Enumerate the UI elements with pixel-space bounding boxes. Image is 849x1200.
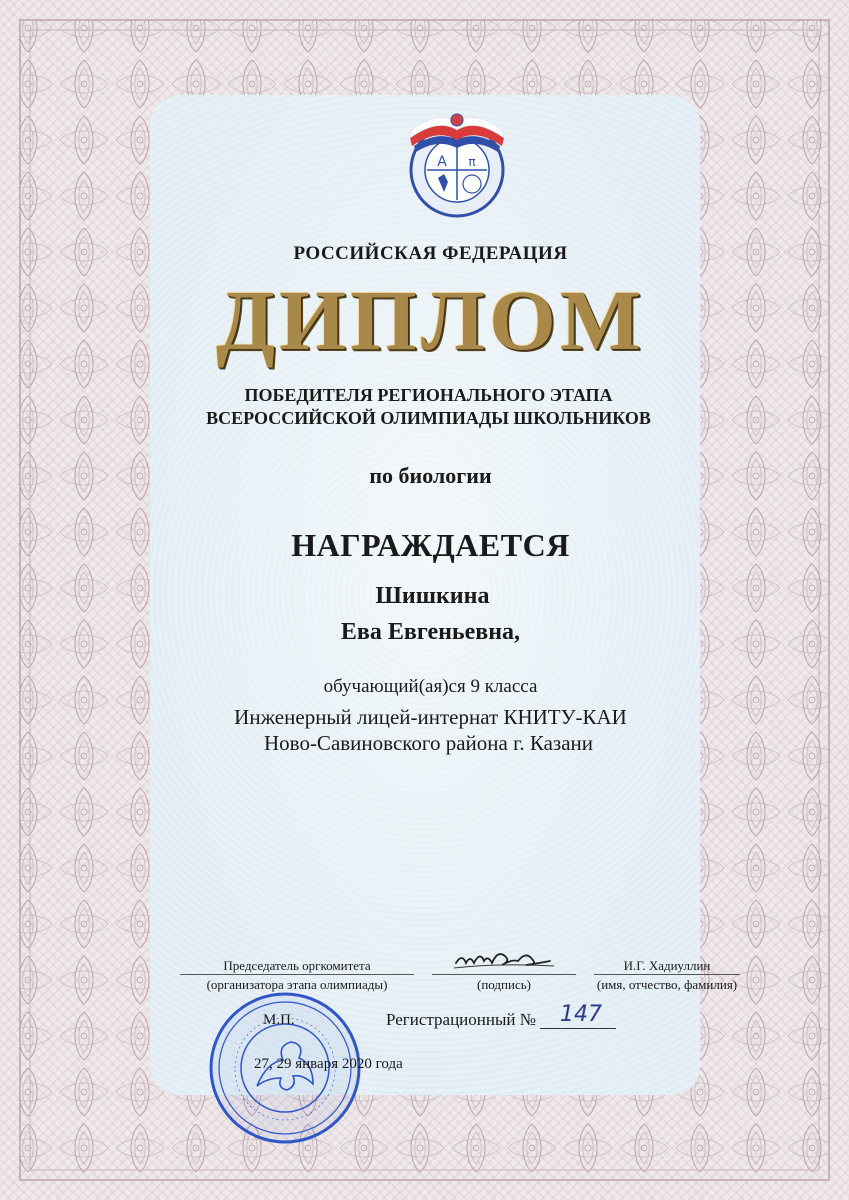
position-line <box>180 974 414 975</box>
awarded-heading: НАГРАЖДАЕТСЯ <box>291 527 570 563</box>
chairman-name: И.Г. Хадиуллин <box>623 958 711 973</box>
subtitle-line-1: ПОБЕДИТЕЛЯ РЕГИОНАЛЬНОГО ЭТАПА <box>244 385 613 405</box>
recipient-given-names: Ева Евгеньевна, <box>340 619 521 645</box>
handwritten-signature <box>450 945 560 973</box>
svg-text:π: π <box>468 155 476 169</box>
svg-text:A: A <box>437 154 447 170</box>
school-line-2: Ново-Савиновского района г. Казани <box>264 731 593 755</box>
recipient-surname: Шишкина <box>375 583 490 609</box>
stamp-place-label: М.П. <box>263 1012 295 1028</box>
olympiad-emblem-icon <box>398 108 516 220</box>
subtitle-line-2: ВСЕРОССИЙСКОЙ ОЛИМПИАДЫ ШКОЛЬНИКОВ <box>206 408 651 428</box>
school-line-1: Инженерный лицей-интернат КНИТУ-КАИ <box>234 705 627 729</box>
name-caption: (имя, отчество, фамилия) <box>596 977 738 992</box>
issue-date: 27, 29 января 2020 года <box>254 1056 403 1072</box>
diploma-title: ДИПЛОМ <box>215 272 646 368</box>
subject-line: по биологии <box>369 463 492 488</box>
signature-line <box>432 974 576 975</box>
class-line: обучающий(ая)ся 9 класса <box>323 676 538 697</box>
country-heading: РОССИЙСКАЯ ФЕДЕРАЦИЯ <box>293 243 568 264</box>
chairman-position: Председатель оргкомитета <box>223 958 371 973</box>
registration-line <box>540 1028 616 1029</box>
registration-number: 147 <box>560 1002 602 1027</box>
registration-label: Регистрационный № <box>386 1010 536 1029</box>
signature-caption: (подпись) <box>477 977 531 992</box>
position-caption: (организатора этапа олимпиады) <box>206 977 388 992</box>
name-line <box>594 974 740 975</box>
